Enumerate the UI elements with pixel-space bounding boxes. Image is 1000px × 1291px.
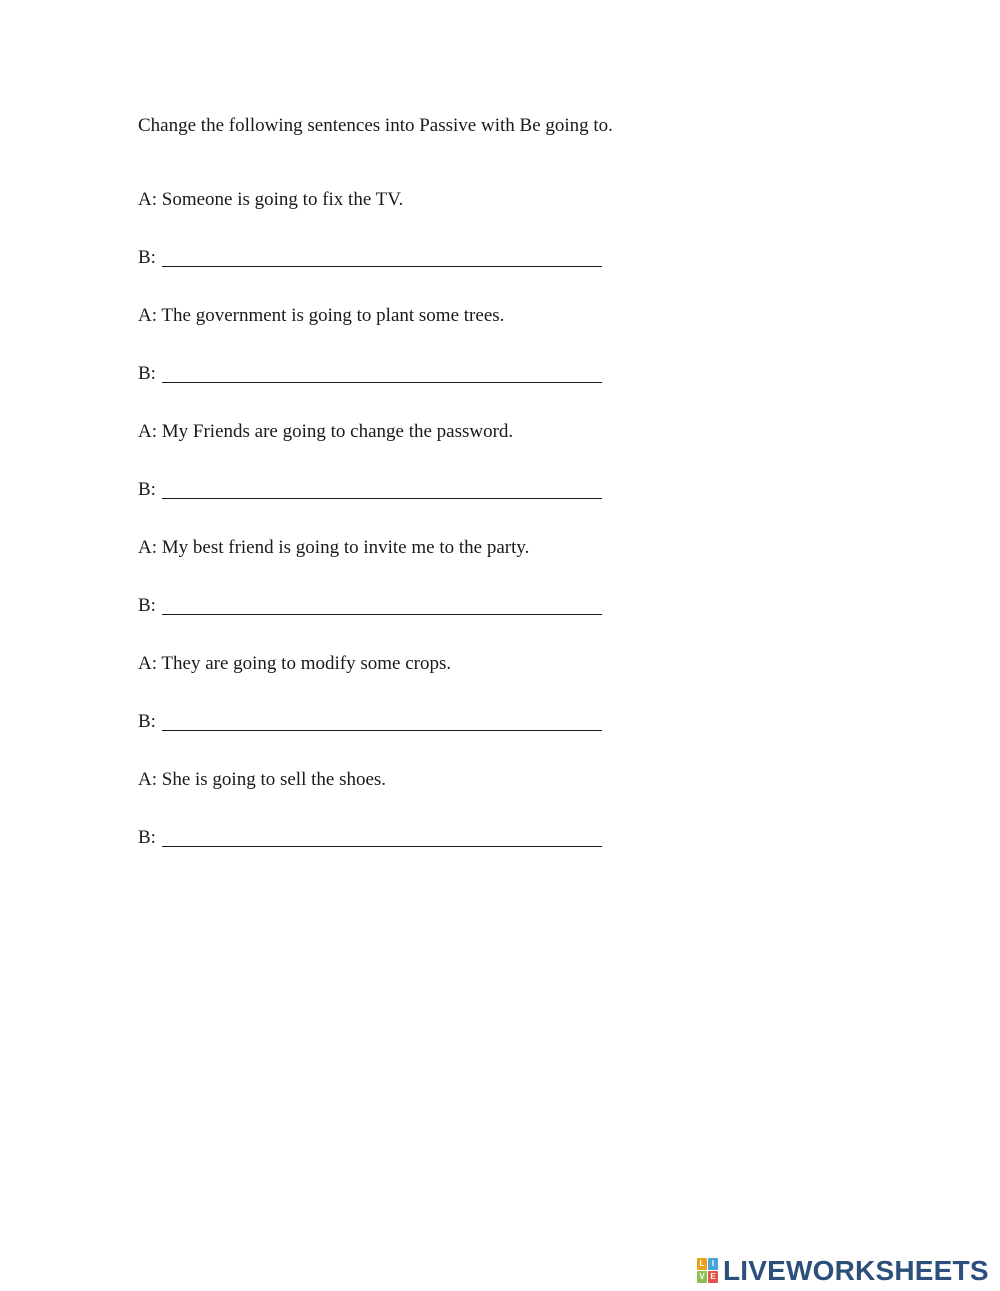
answer-label: B:: [138, 363, 156, 384]
logo-text: LIVEWORKSHEETS: [723, 1255, 989, 1286]
sentence-a: A: My Friends are going to change the password.: [138, 421, 514, 442]
answer-label: B:: [138, 247, 156, 268]
logo-mark-tile: I: [708, 1258, 718, 1270]
answer-line-b: [138, 362, 738, 386]
exercise-item-1: [138, 188, 738, 304]
sentence-a: A: My best friend is going to invite me to the party.: [138, 537, 530, 558]
exercise-item-4: [138, 536, 738, 652]
sentence-a: A: They are going to modify some crops.: [138, 653, 452, 674]
answer-line-b: [138, 710, 738, 734]
logo-mark-tile: V: [697, 1271, 707, 1283]
sentence-a: A: She is going to sell the shoes.: [138, 769, 387, 790]
sentence-a: A: Someone is going to fix the TV.: [138, 189, 404, 210]
logo-mark-tile: L: [697, 1258, 707, 1270]
instruction-text: Change the following sentences into Passive with Be going to.: [138, 115, 613, 136]
exercise-item-3: [138, 420, 738, 536]
exercise-item-2: [138, 304, 738, 420]
liveworksheets-mark-icon: [697, 1258, 719, 1284]
answer-line-b: [138, 594, 738, 618]
answer-blank[interactable]: [162, 248, 602, 267]
logo-mark-tile: E: [708, 1271, 718, 1283]
answer-blank[interactable]: [162, 712, 602, 731]
exercise-list: [138, 188, 738, 884]
exercise-item-5: [138, 652, 738, 768]
answer-blank[interactable]: [162, 480, 602, 499]
answer-line-b: [138, 246, 738, 270]
answer-label: B:: [138, 711, 156, 732]
answer-line-b: [138, 826, 738, 850]
liveworksheets-logo: [697, 1256, 989, 1286]
answer-blank[interactable]: [162, 828, 602, 847]
answer-line-b: [138, 478, 738, 502]
answer-label: B:: [138, 827, 156, 848]
answer-blank[interactable]: [162, 596, 602, 615]
answer-blank[interactable]: [162, 364, 602, 383]
answer-label: B:: [138, 595, 156, 616]
exercise-item-6: [138, 768, 738, 884]
sentence-a: A: The government is going to plant some trees.: [138, 305, 505, 326]
answer-label: B:: [138, 479, 156, 500]
